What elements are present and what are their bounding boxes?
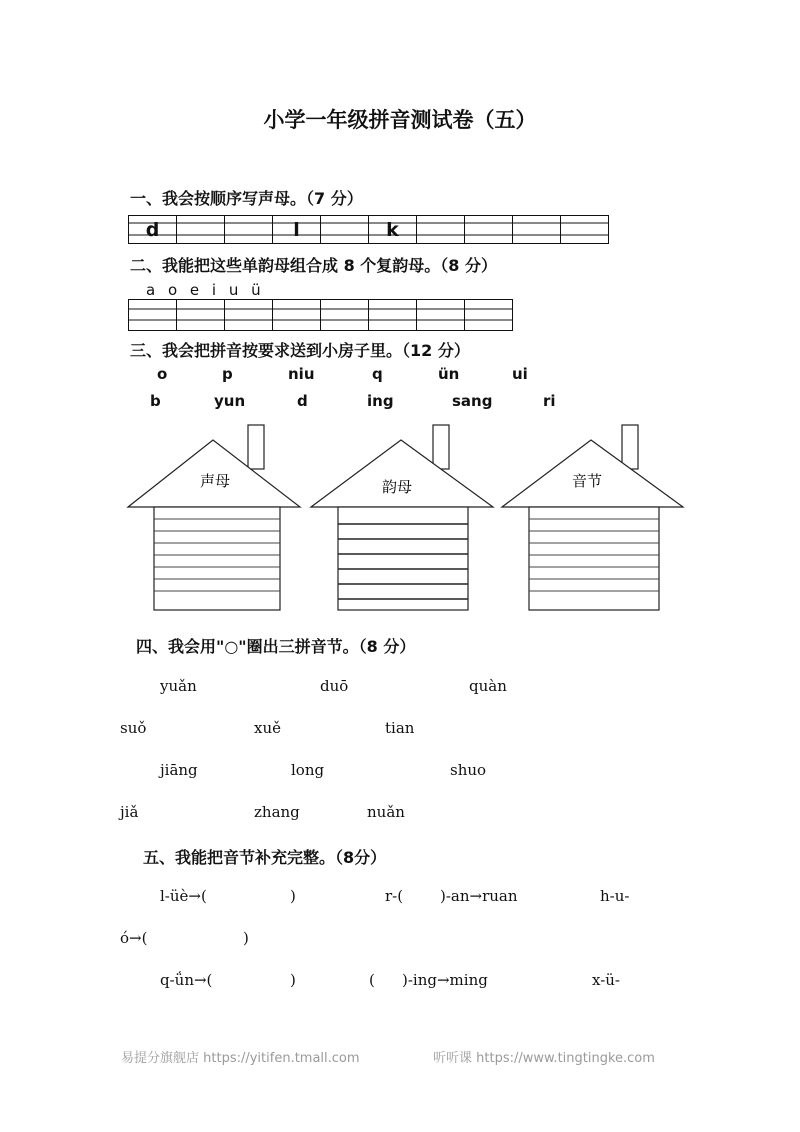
- fill-bracket: ): [290, 887, 296, 905]
- fill-item: h-u-: [600, 887, 630, 905]
- pinyin-item: d: [297, 392, 308, 410]
- fill-item: r-(: [385, 887, 404, 905]
- pinyin-item: b: [150, 392, 161, 410]
- section-5-heading: 五、我能把音节补充完整。（8分）: [143, 848, 387, 867]
- houses-illustration: [125, 420, 685, 615]
- section-1-heading: 一、我会按顺序写声母。（7 分）: [130, 189, 363, 208]
- grid-cell: d: [129, 216, 177, 244]
- syllable-item: tian: [385, 719, 415, 737]
- fill-item: x-ü-: [592, 971, 620, 989]
- syllable-item: quàn: [469, 677, 507, 695]
- section-2-heading: 二、我能把这些单韵母组合成 8 个复韵母。（8 分）: [130, 256, 497, 275]
- house-label: 声母: [199, 472, 231, 490]
- footer-left-link[interactable]: 易提分旗舰店 https://yitifen.tmall.com: [121, 1051, 360, 1066]
- fill-item: l-üè→(: [160, 887, 207, 905]
- syllable-item: long: [291, 761, 325, 779]
- syllable-item: xuě: [254, 719, 281, 737]
- fill-bracket: (: [369, 971, 375, 989]
- footer-right-link[interactable]: 听听课 https://www.tingtingke.com: [433, 1051, 655, 1066]
- syllable-item: suǒ: [120, 719, 147, 737]
- syllable-item: duō: [320, 677, 349, 695]
- pinyin-item: o: [157, 365, 168, 383]
- house-label: 音节: [571, 472, 603, 490]
- compound-vowel-grid: [128, 299, 514, 333]
- house-vowels: [311, 425, 493, 610]
- house-label: 韵母: [381, 478, 413, 496]
- grid-cell: k: [369, 216, 417, 244]
- fill-item: q-ǘn→(: [160, 971, 213, 989]
- pinyin-item: yun: [214, 392, 246, 410]
- syllable-item: nuǎn: [367, 803, 405, 821]
- pinyin-item: p: [222, 365, 233, 383]
- page-title: 小学一年级拼音测试卷（五）: [263, 108, 537, 132]
- pinyin-item: ri: [543, 392, 556, 410]
- syllable-item: jiǎ: [120, 803, 139, 821]
- syllable-item: yuǎn: [160, 677, 197, 695]
- house-consonants: [128, 425, 300, 610]
- pinyin-item: q: [372, 365, 383, 383]
- pinyin-item: sang: [452, 392, 493, 410]
- syllable-item: jiāng: [160, 761, 198, 779]
- grid-cell: l: [273, 216, 321, 244]
- fill-item: )-ing→ming: [402, 971, 488, 989]
- syllable-item: zhang: [254, 803, 300, 821]
- vowel-letters: a o e i u ü: [146, 281, 261, 299]
- section-4-heading: 四、我会用"○"圈出三拼音节。（8 分）: [136, 637, 416, 656]
- pinyin-item: ui: [512, 365, 528, 383]
- grid-guide-lines: [128, 215, 610, 245]
- pinyin-item: ün: [438, 365, 460, 383]
- fill-bracket: ): [290, 971, 296, 989]
- pinyin-item: ing: [367, 392, 394, 410]
- fill-bracket: ): [243, 929, 249, 947]
- pinyin-item: niu: [288, 365, 315, 383]
- section-3-heading: 三、我会把拼音按要求送到小房子里。（12 分）: [130, 341, 470, 360]
- fill-item: )-an→ruan: [440, 887, 518, 905]
- house-syllables: [502, 425, 683, 610]
- syllable-item: shuo: [450, 761, 487, 779]
- fill-item: ó→(: [120, 929, 148, 947]
